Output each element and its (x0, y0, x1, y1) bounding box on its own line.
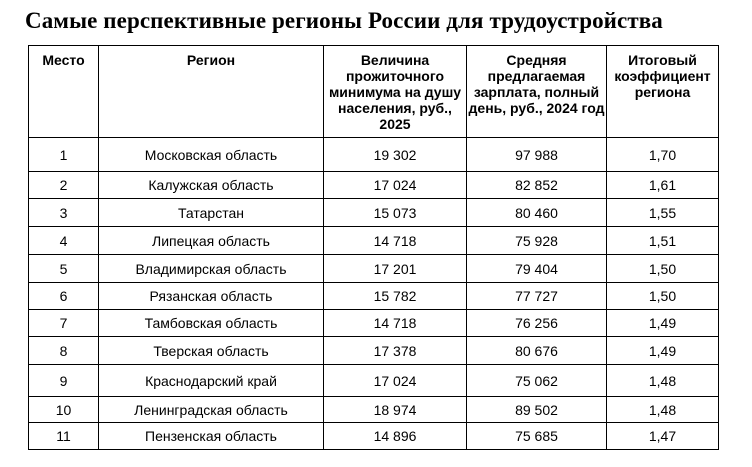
table-row (29, 172, 719, 199)
header-subsistence-minimum: Величина прожиточного минимума на душу населения, руб., 2025 (324, 46, 467, 138)
cell-coefficient: 1,50 (607, 255, 719, 283)
cell-place: 6 (29, 283, 99, 310)
header-coefficient: Итоговый коэффициент региона (607, 46, 719, 138)
header-region: Регион (99, 46, 324, 138)
regions-table (28, 45, 719, 450)
table-row (29, 365, 719, 397)
cell-average-salary: 80 460 (467, 199, 607, 227)
cell-coefficient: 1,51 (607, 227, 719, 255)
cell-subsistence-minimum: 15 073 (324, 199, 467, 227)
table-row (29, 255, 719, 283)
cell-coefficient: 1,61 (607, 172, 719, 199)
cell-coefficient: 1,50 (607, 283, 719, 310)
cell-subsistence-minimum: 14 718 (324, 227, 467, 255)
cell-region: Московская область (99, 138, 324, 172)
cell-average-salary: 79 404 (467, 255, 607, 283)
header-place: Место (29, 46, 99, 138)
cell-average-salary: 75 928 (467, 227, 607, 255)
cell-region: Тамбовская область (99, 310, 324, 337)
cell-subsistence-minimum: 17 024 (324, 365, 467, 397)
table-row (29, 227, 719, 255)
cell-place: 3 (29, 199, 99, 227)
cell-coefficient: 1,49 (607, 337, 719, 365)
cell-average-salary: 89 502 (467, 397, 607, 423)
cell-average-salary: 80 676 (467, 337, 607, 365)
cell-average-salary: 97 988 (467, 138, 607, 172)
cell-region: Ленинградская область (99, 397, 324, 423)
cell-subsistence-minimum: 17 201 (324, 255, 467, 283)
page-title: Самые перспективные регионы России для трудоустройства (25, 8, 663, 33)
cell-region: Краснодарский край (99, 365, 324, 397)
cell-region: Пензенская область (99, 423, 324, 450)
cell-coefficient: 1,55 (607, 199, 719, 227)
cell-subsistence-minimum: 18 974 (324, 397, 467, 423)
cell-place: 9 (29, 365, 99, 397)
cell-place: 11 (29, 423, 99, 450)
cell-region: Татарстан (99, 199, 324, 227)
table-header-row (29, 46, 719, 138)
header-average-salary: Средняя предлагаемая зарплата, полный день, руб., 2024 год (467, 46, 607, 138)
cell-region: Липецкая область (99, 227, 324, 255)
table-row (29, 423, 719, 450)
cell-region: Владимирская область (99, 255, 324, 283)
cell-average-salary: 82 852 (467, 172, 607, 199)
cell-region: Тверская область (99, 337, 324, 365)
cell-average-salary: 76 256 (467, 310, 607, 337)
cell-place: 4 (29, 227, 99, 255)
cell-place: 5 (29, 255, 99, 283)
cell-coefficient: 1,70 (607, 138, 719, 172)
cell-subsistence-minimum: 17 378 (324, 337, 467, 365)
cell-average-salary: 75 685 (467, 423, 607, 450)
cell-place: 7 (29, 310, 99, 337)
table-row (29, 138, 719, 172)
table-row (29, 337, 719, 365)
table-row (29, 283, 719, 310)
cell-subsistence-minimum: 19 302 (324, 138, 467, 172)
table-row (29, 310, 719, 337)
cell-place: 10 (29, 397, 99, 423)
table-body (29, 138, 719, 450)
cell-subsistence-minimum: 14 896 (324, 423, 467, 450)
table-row (29, 199, 719, 227)
cell-coefficient: 1,47 (607, 423, 719, 450)
cell-coefficient: 1,49 (607, 310, 719, 337)
cell-place: 1 (29, 138, 99, 172)
cell-average-salary: 77 727 (467, 283, 607, 310)
cell-place: 8 (29, 337, 99, 365)
cell-region: Рязанская область (99, 283, 324, 310)
cell-subsistence-minimum: 17 024 (324, 172, 467, 199)
cell-region: Калужская область (99, 172, 324, 199)
table-row (29, 397, 719, 423)
cell-coefficient: 1,48 (607, 397, 719, 423)
cell-average-salary: 75 062 (467, 365, 607, 397)
cell-coefficient: 1,48 (607, 365, 719, 397)
cell-place: 2 (29, 172, 99, 199)
cell-subsistence-minimum: 15 782 (324, 283, 467, 310)
cell-subsistence-minimum: 14 718 (324, 310, 467, 337)
